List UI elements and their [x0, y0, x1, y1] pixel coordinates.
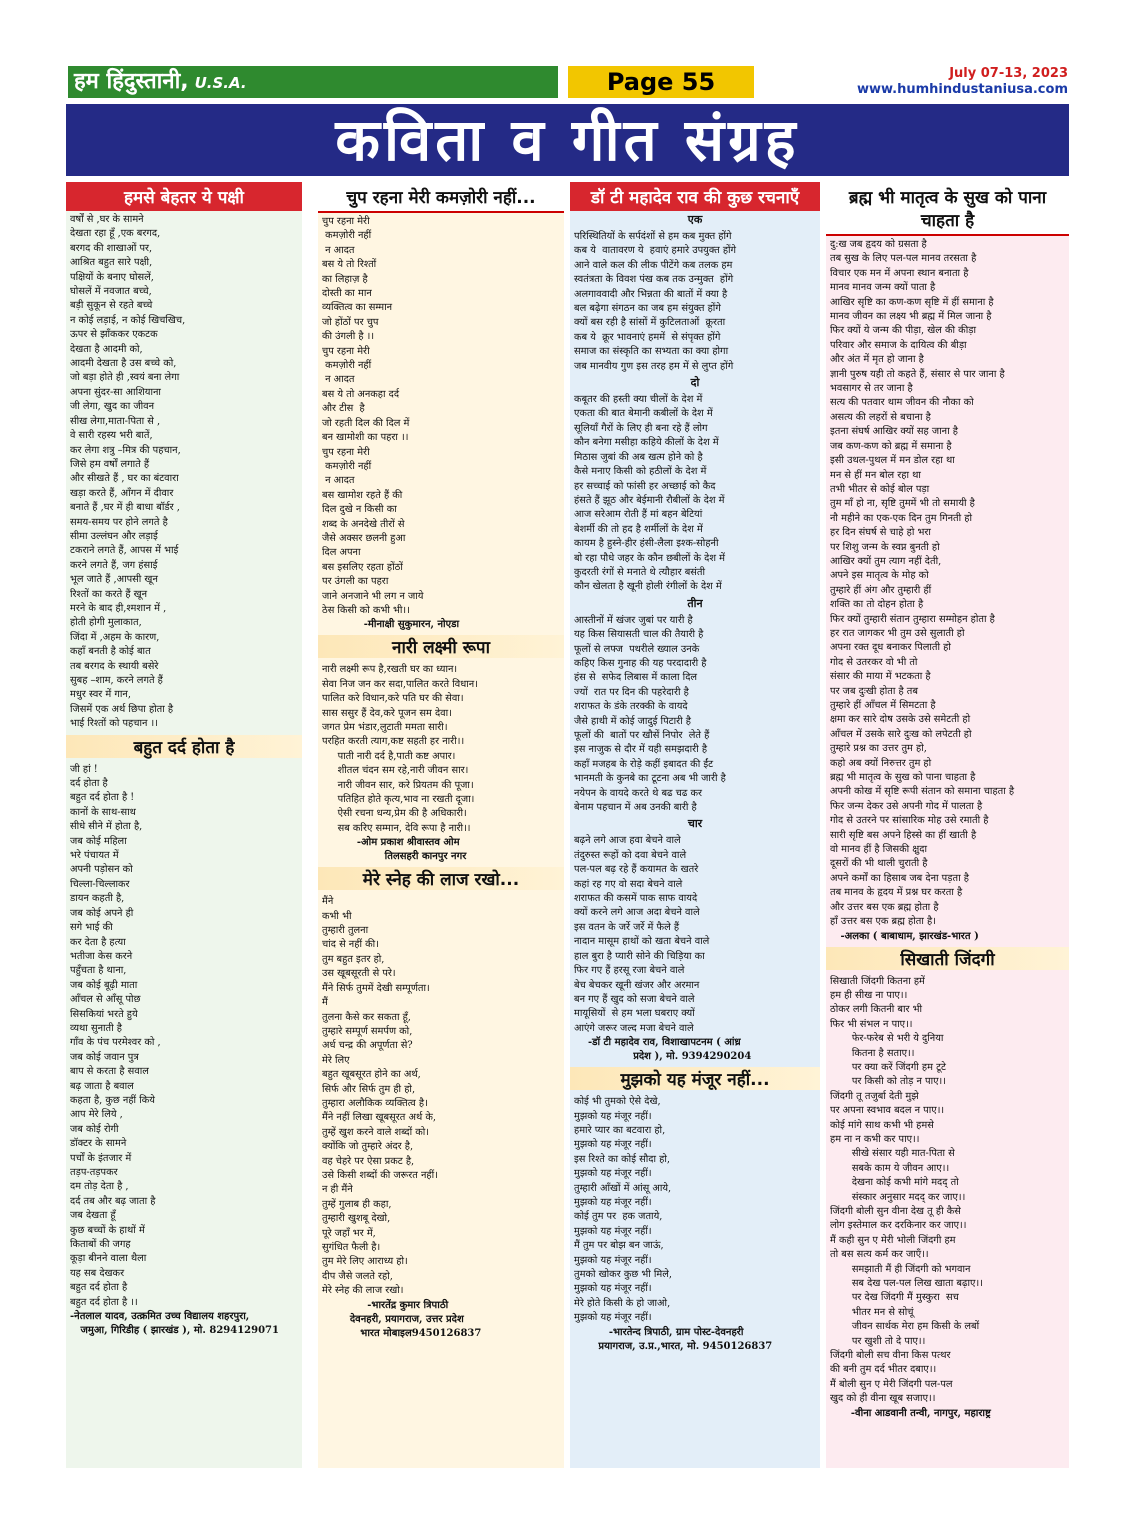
website-link[interactable]: www.humhindustaniusa.com [856, 82, 1068, 97]
section-banner: कविता व गीत संग्रह [66, 104, 1069, 176]
poem-text: बढ़ने लगे आज हवा बेचने वाले तंदुरुस्त रूहों को दवा बेचने वाले पल-पल बढ़ रहे हैं कयामत के खतरे कहां रह गए वो सदा बेचने वाले शराफत की कसमें पाक साफ वायदे क्यों करने लगे आज अदा बेचने वाले इस वतन के जर्रे जर्रे में फैले हैं नादान मासूम हाथों को खता बेचने वाले हाल बुरा है प्यारी सोने की चिड़िया का फिर गए हैं हरसू रजा बेचने वाले बेच बेचकर खूनी खंजर और अरमान बन गए हैं खुद को सजा बेचने वाले मायूसियों से हम भला घबराए क्यों आएंगे जरूर जल्द मजा बेचने वाले [574, 835, 710, 1034]
poem-text: मैंने कभी भी तुम्हारी तुलना चांद से नहीं की। तुम बहुत इतर हो, उस खूबसूरती से परे। मैंने सिर्फ तुममें देखी सम्पूर्णता। मैं तुलना कैसे कर सकता हूँ, तुम्हारे सम्पूर्ण समर्पण को, अर्ध चन्द्र की अपूर्णता से? मेरे लिए बहुत खूबसूरत होने का अर्थ, सिर्फ और सिर्फ तुम ही हो, तुम्हारा अलौकिक व्यक्तित्व है। मैंने नहीं लिखा खूबसूरत अर्थ के, तुम्हें खुश करने वाले शब्दों को। क्योंकि जो तुम्हारे अंदर है, वह चेहरे पर ऐसा प्रकट है, उसे किसी शब्दों की जरूरत नहीं। न ही मैंने तुम्हें गुलाब ही कहा, तुम्हारी खुशबू देखो, पूरे जहाँ भर में, सुगंधित फैली है। तुम मेरे लिए आराध्य हो। दीप जैसे जलते रहो, मेरे स्नेह की लाज रखो। [322, 896, 438, 1297]
author-credit: -वीना आडवानी तन्वी, नागपुर, महाराष्ट्र [830, 1407, 991, 1419]
poem-text: चुप रहना मेरी कमज़ोरी नहीं न आदत बस ये तो रिश्तों का लिहाज़ है दोस्ती का मान व्यक्तित्व का सम्मान जो होंठों पर चुप की उंगली है ।। चुप रहना मेरी कमज़ोरी नहीं न आदत बस ये तो अनकहा दर्द और टीस है जो रहती दिल की दिल में बन खामोशी का पहरा ।। चुप रहना मेरी कमज़ोरी नहीं न आदत बस खामोश रहते हैं की दिल दुखे न किसी का शब्द के अनदेखे तीरों से जैसे अक्सर छलनी हुआ दिल अपना बस इसलिए रहता होंठों पर उंगली का पहरा जाने अनजाने भी लग न जाये ठेस किसी को कभी भी।। [322, 216, 424, 616]
poem-text: दु:ख जब हृदय को ग्रसता है तब सुख के लिए पल-पल मानव तरसता है विचार एक मन में अपना स्थान बनाता है मानव मानव जन्म क्यों पाता है आखिर सृष्टि का कण-कण सृष्टि में हीं समाना है मानव जीवन का लक्ष्य भी ब्रह्म में मिल जाना है फिर क्यों ये जन्म की पीड़ा, खेल की कीड़ा परिवार और समाज के दायित्व की बीड़ा और अंत में मृत हो जाना है ज्ञानी पुरुष यही तो कहते हैं, संसार से पार जाना है भवसागर से तर जाना है सत्य की पतवार थाम जीवन की नौका को असत्य की लहरों से बचाना है इतना संघर्ष आखिर क्यों सह जाना है जब कण-कण को ब्रह्म में समाना है इसी उथल-पुथल में मन डोल रहा था मन से हीं मन बोल रहा था तभी भीतर से कोई बोल पड़ा तुम माँ हो ना, सृष्टि तुममें भी तो समायी है नौ महीने का एक-एक दिन तुम गिनती हो हर दिन संघर्ष से चाहे हो भरा पर शिशु जन्म के स्वप्न बुनती हो आखिर क्यों तुम त्याग नहीं देती, अपने इस मातृत्व के मोह को तुम्हारे हीं अंग और तुम्हारी हीं शक्ति का तो दोहन होता है फिर क्यों तुम्हारी संतान तुम्हारा सम्मोहन होता है हर रात जागकर भी तुम उसे सुलाती हो अपना रक्त दूध बनाकर पिलाती हो गोद से उतरकर वो भी तो संसार की माया में भटकता है पर जब दुःखी होता है तब तुम्हारे हीं आँचल में सिमटता है क्षमा कर सारे दोष उसके उसे समेटती हो आँचल में उसके सारे दुःख को लपेटती हो तुम्हारे प्रश्न का उत्तर तुम हो, कहो अब क्यों निरुत्तर तुम हो ब्रह्म भी मातृत्व के सुख को पाना चाहता है अपनी कोख में सृष्टि रूपी संतान को समाना चाहता है फिर जन्म देकर उसे अपनी गोद में पालता है गोद से उतरने पर सांसारिक मोह उसे रमाती है सारी सृष्टि बस अपने हिस्से का हीं खाती है वो मानव हीं है जिसकी क्षुदा दूसरों की भी थाली चुराती है अपने कर्मों का हिसाब जब देना पड़ता है तब मानव के हृदय में प्रश्न घर करता है और उत्तर बस एक ब्रह्म होता है हाँ उत्तर बस एक ब्रह्म होता है। [830, 239, 1015, 928]
masthead [68, 66, 1068, 102]
column-1 [66, 182, 302, 1468]
column-3 [570, 182, 820, 1468]
poem-title: मेरे स्नेह की लाज रखो... [318, 867, 564, 890]
poem-text: सिखाती जिंदगी कितना हमें हम ही सीख ना पाए।। ठोकर लगी कितनी बार भी फिर भी संभल न पाए।। फेर-फरेब से भरी ये दुनिया कितना है सताए।। पर क्या करें जिंदगी हम टूटे पर किसी को तोड़ न पाए।। जिंदगी तू तजुर्बा देती मुझे पर अपना स्वभाव बदल न पाए।। कोई मांगे साथ कभी भी हमसे हम ना न कभी कर पाए।। सीखे संसार यही मात-पिता से सबके काम ये जीवन आए।। देखना कोई कभी मांगे मदद् तो संस्कार अनुसार मदद् कर जाए।। जिंदगी बोली सुन वीना देख तू ही कैसे लोग इस्तेमाल कर दरकिनार कर जाए।। मैं कही सुन ए मेरी भोली जिंदगी हम तो बस सत्य कर्म कर जाएँ।। समझाती मैं ही जिंदगी को भगवान सब देख पल-पल लिख खाता बढ़ाए।। पर देख जिंदगी मैं मुस्कुरा सच भीतर मन से सोचूं जीवन सार्थक मेरा हम किसी के लबों पर खुशी तो दे पाए।। जिंदगी बोली सच वीना किस पत्थर की बनी तुम दर्द भीतर दबाए।। मैं बोली सुन ए मेरी जिंदगी पल-पल खुद को ही वीना खूब सजाए।। [830, 975, 983, 1405]
poem-text: नारी लक्ष्मी रूप है,रखती घर का ध्यान। सेवा निज जन कर सदा,पालित करते विधान। पालित करे विधान,करे पति घर की सेवा। सास ससुर हैं देव,करे पूजन सम देवा। जगत प्रेम भंडार,लुटाती ममता सारी। परहित करती त्याग,कष्ट सहती हर नारी।। पाती नारी दर्द है,पाती कष्ट अपार। शीतल चंदन सम रहे,नारी जीवन सार। नारी जीवन सार, करे प्रियतम की पूजा। पतिहित होते कृत्य,भाव ना रखती दूजा। ऐसी रचना धन्य,प्रेम की है अधिकारी। सब करिए सम्मान, देवि रूपा है नारी।। [322, 664, 478, 834]
poem-title: डॉ टी महादेव राव की कुछ रचनाएँ [570, 182, 820, 211]
poem-text: कोई भी तुमको ऐसे देखे, मुझको यह मंजूर नहीं। हमारे प्यार का बटवारा हो, मुझको यह मंजूर नहीं। इस रिश्ते का कोई सौदा हो, मुझको यह मंजूर नहीं। तुम्हारी आँखों में आंसू आये, मुझको यह मंजूर नहीं। कोई तुम पर हक जताये, मुझको यह मंजूर नहीं। मैं तुम पर बोझ बन जाऊं, मुझको यह मंजूर नहीं। तुमको खोकर कुछ भी मिले, मुझको यह मंजूर नहीं। मेरे होते किसी के हो जाओ, मुझको यह मंजूर नहीं। [574, 1096, 673, 1324]
poem-text: आस्तीनों में खंजर जुबां पर यारी है यह किस सियासती चाल की तैयारी है फूलों से लफ्ज पथरीले ख्याल उनके कहिए किस गुनाह की यह परदादारी है हंस से सफेद लिबास में काला दिल ज्यों रात पर दिन की पहरेदारी है शराफत के डंके तरक्की के वायदे जैसे हाथी में कोई जादुई पिटारी है फूलों की बातों पर खौसें निपोर लेते हैं इस नाजुक से दौर में यही समझदारी है कहाँ मजहब के रोड़े कहीं इबादत की ईंट भानमती के कुनबे का टूटना अब भी जारी है नयेपन के वायदे करते थे बढ चढ कर बेनाम पहचान में अब उनकी बारी है [574, 614, 726, 814]
author-credit: -डॉ टी महादेव राव, विशाखापटनम ( आंध्र प्रदेश ), मो. 9394290204 [587, 1037, 752, 1063]
author-credit: -ओम प्रकाश श्रीवास्तव ओम तिलसहरी कानपुर नगर [356, 837, 467, 863]
brand-name: हम हिंदुस्तानी, [74, 69, 189, 94]
author-credit: -भारतेन्द त्रिपाठी, ग्राम पोस्ट-देवनहरी प्रयागराज, उ.प्र.,भारत, मो. 9450126837 [598, 1326, 773, 1352]
poem-number: एक [687, 213, 703, 226]
poem-number: चार [687, 817, 703, 831]
brand-suffix: U.S.A. [194, 74, 247, 92]
poem-text: कबूतर की हस्ती क्या चीलों के देश में एकता की बात बेमानी कबीलों के देश में सूलियाँ गैरों के लिए ही बना रहे हैं लोग कौन बनेगा मसीहा कहिये कीलों के देश में मिठास जुबां की अब खत्म होने को है कैसे मनाए किसी को हठीलों के देश में हर सच्चाई को फांसी हर अच्छाई को कैद हंसते हैं झूठ और बेईमानी रौबीलों के देश में आज सरेआम रोती हैं मां बहन बेटियां बेशर्मी की तो हद है शर्मीलों के देश में कायम है हुस्ने-हीर हंसी-लैला इश्क-सोहनी बो रहा पौधे जहर के कौन छबीलों के देश में कुदरती रंगों से मनाते थे त्यौहार बसंती कौन खेलता है खूनी होली रंगीलों के देश में [574, 394, 725, 593]
dateline [857, 66, 1068, 98]
author-credit: -भारतेंद्र कुमार त्रिपाठी देवनहरी, प्रयागराज, उत्तर प्रदेश भारत मोबाइल9450126837 [349, 1299, 482, 1339]
column-2 [318, 182, 564, 1468]
page-number: Page 55 [568, 66, 754, 98]
poem-text: वर्षों से ,घर के सामने देखता रहा हूँ ,एक बरगद, बरगद की शाखाओं पर, आश्रित बहुत सारे पक्षी, पक्षियों के बनाए घोसलें, घोसलें में नवजात बच्चे, बड़ी सुकून से रहते बच्चे न कोई लड़ाई, न कोई खिचखिच, ऊपर से झाँककर एकटक देखता है आदमी को, आदमी देखता है उस बच्चे को, जो बड़ा होते ही ,स्वयं बना लेगा अपना सुंदर-सा आशियाना जी लेगा, खुद का जीवन सीख लेगा,माता-पिता से , वे सारी रहस्य भरी बातें, कर लेगा शत्रु –मित्र की पहचान, जिसे हम वर्षों लगाते हैं और सीखते हैं , घर का बंटवारा खड़ा करते हैं, आँगन में दीवार बनाते हैं ,घर में ही बाधा बॉर्डर , समय-समय पर होने लगते है सीमा उल्लंघन और लड़ाई टकराने लगते हैं, आपस में भाई करने लगते हैं, जग हंसाई भूल जाते हैं ,आपसी खून रिश्तों का करते हैं खून मरने के बाद ही,श्मशान में , होती होगी मुलाकात, जिंदा में ,अहम के कारण, कहाँ बनती है कोई बात तब बरगद के स्थायी बसेरे सुबह –शाम, करने लगते हैं मधुर स्वर में गान, जिसमें एक अर्थ छिपा होता है भाई रिश्तों को पहचान ।। [70, 214, 186, 730]
author-credit: -मीनाक्षी सुकुमारन, नोएडा [322, 619, 460, 631]
poem-text: जी हां ! दर्द होता है बहुत दर्द होता है ! कानों के साथ-साथ सीधे सीने में होता है, जब कोई महिला भरे पंचायत में अपनी पड़ोसन को चिल्ला-चिल्लाकर डायन कहती है, जब कोई अपने ही सगे भाई की कर देता है हत्या भतीजा केस करने पहुँचता है थाना, जब कोई बूढ़ी माता आँचल से आँसू पोछ सिसकियां भरते हुये व्यथा सुनाती है गाँव के पंच परमेश्वर को , जब कोई जवान पुत्र बाप से करता है सवाल बढ़ जाता है बवाल कहता है, कुछ नहीं किये आप मेरे लिये , जब कोई रोगी डॉक्टर के सामने पर्चों के इंतजार में तड़प-तड़पकर दम तोड़ देता है , दर्द तब और बढ़ जाता है जब देखता हूँ कुछ बच्चों के हाथों में किताबों की जगह कूड़ा बीनने वाला थैला यह सब देखकर बहुत दर्द होता है बहुत दर्द होता है ।। [70, 763, 161, 1308]
poem-title: सिखाती जिंदगी [826, 947, 1069, 970]
poem-title: हमसे बेहतर ये पक्षी [66, 182, 302, 211]
poem-title: ब्रह्म भी मातृत्व के सुख को पाना चाहता है [826, 182, 1069, 236]
author-credit: -नेतलाल यादव, उत्क्रमित उच्च विद्यालय शहरपुरा, जमुआ, गिरिडीह ( झारखंड ), मो. 8294129071 [70, 1311, 279, 1337]
issue-date: July 07-13, 2023 [949, 66, 1068, 81]
poem-title: नारी लक्ष्मी रूपा [318, 635, 564, 658]
poem-title: बहुत दर्द होता है [66, 735, 302, 758]
poem-number: तीन [687, 596, 703, 610]
poem-title: मुझको यह मंजूर नहीं... [570, 1067, 820, 1090]
poem-text: परिस्थितियों के सर्पदंशों से हम कब मुक्त होंगे कब ये वातावरण ये हवाएं हमारे उपयुक्त होंगे आने वाले कल की लीक पीटेंगे कब तलक हम स्वतंत्रता के विवश पंख कब तक उन्मुक्त होंगे अलगाववादी और भिन्नता की बातों में क्या है बल बढ़ेगा संगठन का जब हम संयुक्त होंगे क्यों बस रही है सांसों में कुटिलताओं क्रूरता कब ये क्रूर भावनाएं हममें से संपृक्त होंगे समाज का संस्कृति का सभ्यता का क्या होगा जब मानवीय गुण इस तरह हम में से लुप्त होंगे [574, 231, 737, 372]
column-4 [826, 182, 1069, 1468]
brand-bar [68, 66, 558, 98]
poem-number: दो [690, 376, 700, 390]
author-credit: -अलका ( बाबाधाम, झारखंड-भारत ) [830, 930, 979, 942]
poem-title: चुप रहना मेरी कमज़ोरी नहीं... [318, 182, 564, 213]
